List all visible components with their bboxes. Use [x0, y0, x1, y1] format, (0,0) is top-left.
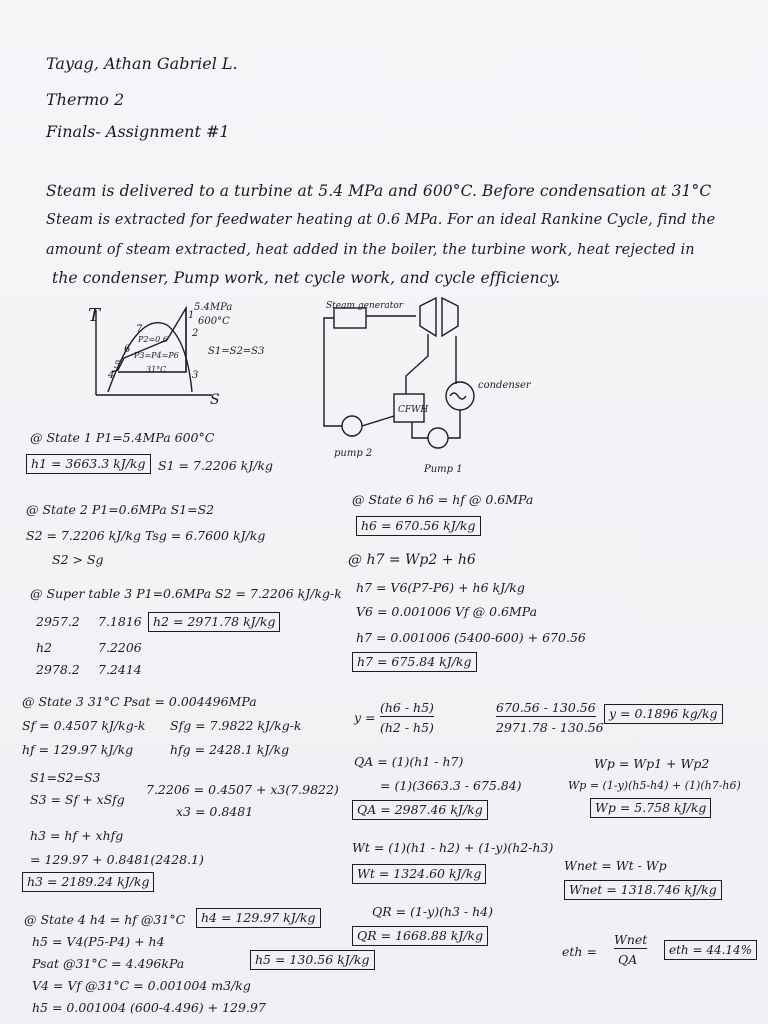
state-3-sf: Sf = 0.4507 kJ/kg-k: [22, 718, 146, 733]
assignment-title: Finals- Assignment #1: [46, 122, 230, 141]
state-4-v4: V4 = Vf @31°C = 0.001004 m3/kg: [32, 978, 251, 993]
feed-line: [412, 422, 428, 438]
state-1-heading: @ State 1 P1=5.4MPa 600°C: [30, 430, 215, 445]
interp-h-c: 2978.2: [36, 662, 80, 677]
problem-line-4: the condenser, Pump work, net cycle work, and cycle efficiency.: [52, 269, 561, 287]
ts-point-3: 3: [192, 370, 199, 381]
wt-formula: Wt = (1)(h1 - h2) + (1-y)(h2-h3): [352, 840, 554, 855]
state-2-entropy: S2 = 7.2206 kJ/kg Tsg = 6.7600 kJ/kg: [26, 528, 266, 543]
state-6-h6: h6 = 670.56 kJ/kg: [356, 516, 481, 536]
ts-point-7: 7: [136, 324, 143, 335]
state-3-quality-calc: 7.2206 = 0.4507 + x3(7.9822): [146, 782, 339, 797]
qr-value: QR = 1668.88 kJ/kg: [352, 926, 488, 946]
ts-point-1: 1: [188, 310, 195, 321]
ts-label-t1: 600°C: [198, 316, 230, 327]
y-numerator-values: 670.56 - 130.56: [496, 700, 596, 715]
interp-s-c: 7.2414: [98, 662, 142, 677]
eth-denominator: QA: [618, 952, 638, 967]
wp-value: Wp = 5.758 kJ/kg: [590, 798, 711, 818]
state-2-heading: @ State 2 P1=0.6MPa S1=S2: [26, 502, 215, 517]
qa-formula: QA = (1)(h1 - h7): [354, 754, 464, 769]
turbine-hp: [420, 298, 436, 336]
ts-point-2: 2: [192, 328, 199, 339]
state-3-s3: S3 = Sf + xSfg: [30, 792, 125, 807]
condensate-line: [448, 410, 460, 438]
wnet-formula: Wnet = Wt - Wp: [564, 858, 667, 873]
pump-2-circle: [342, 416, 362, 436]
state-7-sub: h7 = 0.001006 (5400-600) + 670.56: [356, 630, 586, 645]
student-name: Tayag, Athan Gabriel L.: [46, 54, 238, 73]
turbine-lp: [442, 298, 458, 336]
problem-line-3: amount of steam extracted, heat added in the boiler, the turbine work, heat rejected in: [46, 242, 695, 258]
pump-2-label: pump 2: [334, 448, 373, 459]
state-3-h3-formula: h3 = hf + xhfg: [30, 828, 124, 843]
y-denominator: (h2 - h5): [380, 720, 434, 735]
state-4-h4: h4 = 129.97 kJ/kg: [196, 908, 321, 928]
state-1-h1: h1 = 3663.3 kJ/kg: [26, 454, 151, 474]
eth-numerator: Wnet: [614, 932, 648, 947]
wnet-value: Wnet = 1318.746 kJ/kg: [564, 880, 722, 900]
y-value: y = 0.1896 kg/kg: [604, 704, 723, 724]
return-line: [324, 318, 342, 426]
state-3-hfg: hfg = 2428.1 kJ/kg: [170, 742, 290, 757]
problem-line-2: Steam is extracted for feedwater heating at 0.6 MPa. For an ideal Rankine Cycle, find the: [46, 212, 716, 228]
interp-s-a: 7.1816: [98, 614, 142, 629]
extraction-line: [406, 334, 428, 394]
state-7-heading: @ h7 = Wp2 + h6: [348, 552, 476, 568]
state-3-h3: h3 = 2189.24 kJ/kg: [22, 872, 154, 892]
qa-sub: = (1)(3663.3 - 675.84): [380, 778, 522, 793]
state-5-h5-formula: h5 = V4(P5-P4) + h4: [32, 934, 165, 949]
interp-h-b: h2: [36, 640, 53, 655]
ts-point-6: 6: [124, 344, 131, 355]
state-5-h5: h5 = 130.56 kJ/kg: [250, 950, 375, 970]
interp-s-b: 7.2206: [98, 640, 142, 655]
cfwh-to-pump2: [362, 416, 394, 426]
ts-label-p3: P3=P4=P6: [134, 351, 179, 360]
qr-formula: QR = (1-y)(h3 - h4): [372, 904, 494, 919]
state-3-entropy-eq: S1=S2=S3: [30, 770, 101, 785]
qa-value: QA = 2987.46 kJ/kg: [352, 800, 488, 820]
condenser-coil: [450, 393, 466, 399]
cfwh-label: CFWH: [398, 405, 429, 415]
pump-1-label: Pump 1: [424, 464, 463, 475]
state-2-comparison: S2 > Sg: [52, 552, 104, 567]
state-7-v6: V6 = 0.001006 Vf @ 0.6MPa: [356, 604, 538, 619]
ts-point-4: 4: [108, 370, 115, 381]
state-3-x3: x3 = 0.8481: [176, 804, 254, 819]
steam-generator-label: Steam generator: [326, 301, 404, 311]
state-3-sfg: Sfg = 7.9822 kJ/kg-k: [170, 718, 302, 733]
ts-axis-s-label: S: [210, 392, 220, 408]
course-title: Thermo 2: [46, 90, 125, 109]
interp-h-a: 2957.2: [36, 614, 80, 629]
state-2-h2: h2 = 2971.78 kJ/kg: [148, 612, 280, 632]
state-1-s1: S1 = 7.2206 kJ/kg: [158, 458, 274, 473]
state-3-hf: hf = 129.97 kJ/kg: [22, 742, 134, 757]
state-7-h7: h7 = 675.84 kJ/kg: [352, 652, 477, 672]
ts-point-5: 5: [114, 360, 121, 371]
ts-label-t3: 31°C: [146, 365, 167, 374]
ts-axis-t-label: T: [88, 305, 101, 326]
state-5-h5-sub: h5 = 0.001004 (600-4.496) + 129.97: [32, 1000, 266, 1015]
state-3-heading: @ State 3 31°C Psat = 0.004496MPa: [22, 694, 257, 709]
state-5-psat: Psat @31°C = 4.496kPa: [32, 956, 185, 971]
wp-formula: Wp = Wp1 + Wp2: [594, 756, 710, 771]
ts-label-p2: P2=0.6: [138, 335, 168, 344]
wp-sub: Wp = (1-y)(h5-h4) + (1)(h7-h6): [568, 779, 741, 792]
state-4-heading: @ State 4 h4 = hf @31°C: [24, 912, 186, 927]
pump-1-circle: [428, 428, 448, 448]
y-numerator: (h6 - h5): [380, 700, 434, 715]
state-6-heading: @ State 6 h6 = hf @ 0.6MPa: [352, 492, 534, 507]
y-lhs: y =: [354, 710, 376, 725]
superheat-table-heading: @ Super table 3 P1=0.6MPa S2 = 7.2206 kJ/kg-k: [30, 586, 342, 601]
eth-value: eth = 44.14%: [664, 940, 757, 960]
ts-label-p1: 5.4MPa: [194, 302, 233, 313]
ts-label-s: S1=S2=S3: [208, 346, 265, 357]
eth-lhs: eth =: [562, 944, 597, 959]
wt-value: Wt = 1324.60 kJ/kg: [352, 864, 486, 884]
y-denominator-values: 2971.78 - 130.56: [496, 720, 604, 735]
state-7-formula: h7 = V6(P7-P6) + h6 kJ/kg: [356, 580, 525, 595]
problem-line-1: Steam is delivered to a turbine at 5.4 MPa and 600°C. Before condensation at 31°C: [46, 182, 712, 200]
condenser-label: condenser: [478, 380, 531, 391]
state-3-h3-sub: = 129.97 + 0.8481(2428.1): [30, 852, 204, 867]
